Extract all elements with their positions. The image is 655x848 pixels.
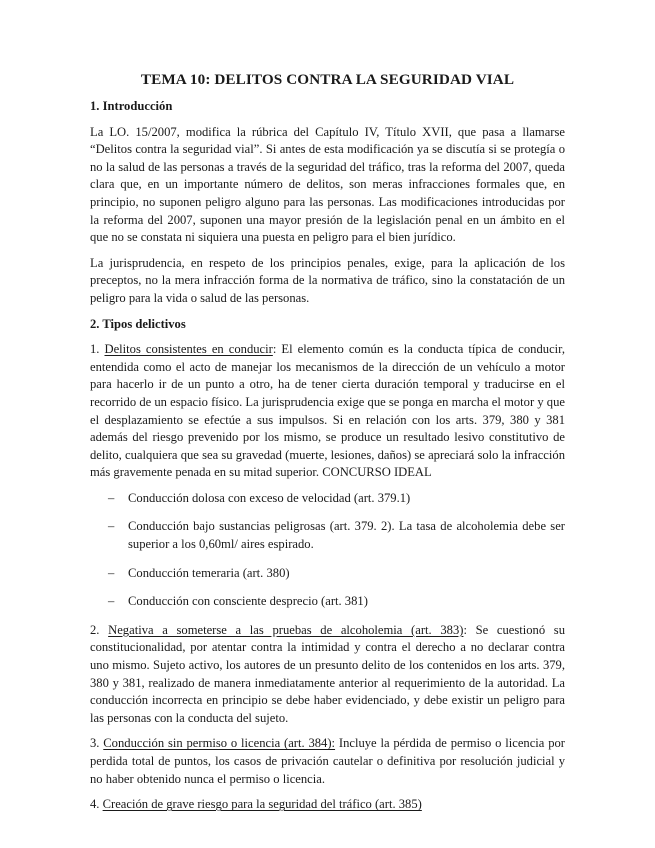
item-4-title: Creación de grave riesgo para la seguridad del tráfico (art. 385) [102,797,422,812]
dash-bullet: – [108,519,115,534]
item-3-text: Incluye la pérdida de permiso o licencia por perdida total de puntos, los casos de privación cautelar o definitiva por resolución judicial y no haber obtenido nunca el permiso o licencia. [90,736,565,786]
list-item-text: Conducción temeraria (art. 380) [128,565,290,580]
paragraph-intro-2: La jurisprudencia, en respeto de los principios penales, exige, para la aplicación de los preceptos, no la mera infracción forma de la normativa de tráfico, sino la constatación de un peligro para la vida o salud de las personas. [90,255,565,305]
dash-bullet: – [108,490,115,505]
item-1-number: 1. [90,342,105,357]
item-1-text: : El elemento común es la conducta típica de conducir, entendida como el acto de manejar los mecanismos de la dirección de un vehículo a motor para hacerlo ir de un punto a otro, ha de tener cierta duración temporal y traducirse en el recorrido de un espacio físico. La jurisprudencia exige que se ponga en marcha el motor y que el desplazamiento se efectúe a sus impulsos. Si en relación con los arts. 379, 380 y 381 además del riesgo prevenido por los mismo, se produce un resultado lesivo constitutivo de delito, cualquiera que sea su gravedad (muerte, lesiones, daños) se apreciará solo la infracción más gravemente penada en su mitad superior. CONCURSO IDEAL [90,342,566,480]
list-item [90,518,565,553]
paragraph-item-3 [90,735,565,788]
item-2-title: Negativa a someterse a las pruebas de alcoholemia (art. 383) [108,622,464,637]
list-item [90,565,565,583]
section-heading-tipos: 2. Tipos delictivos [90,316,186,331]
dash-bullet: – [108,594,115,609]
item-3-number: 3. [90,736,104,751]
list-item-text: Conducción dolosa con exceso de velocidad (art. 379.1) [128,490,411,505]
item-2-text: : Se cuestionó su constitucionalidad, por atentar contra la intimidad y contra el derecho a no declarar contra uno mismo. Sujeto activo, los autores de un presunto delito de los contenidos en los arts. 379, 380 y 381, realizado de manera inmediatamente anterior al requerimiento de la autoridad. La conducción incorrecta en principio se debe haber evidenciado, y debe existir un peligro para las personas con la conducta del sujeto. [90,622,566,725]
item-2-number: 2. [90,622,109,637]
conduccion-list [90,490,565,611]
paragraph-intro-1: La LO. 15/2007, modifica la rúbrica del Capítulo IV, Título XVII, que pasa a llamarse “Delitos contra la seguridad vial”. Si antes de esta modificación ya se discutía si se protegía o no la salud de las personas a través de la seguridad del tráfico, tras la reforma del 2007, queda clara que, en un importante número de delitos, son meras infracciones formales que, en principio, no suponen peligro alguno para las personas. Las modificaciones introducidas por la reforma del 2007, suponen una mayor presión de la legislación penal en un ámbito en el que no se constata ni siquiera una puesta en peligro para el bien jurídico. [90,124,565,245]
section-heading-introduccion: 1. Introducción [90,99,173,113]
list-item [90,490,565,508]
list-item-text: Conducción bajo sustancias peligrosas (art. 379. 2). La tasa de alcoholemia debe ser superior a los 0,60ml/ aires espirado. [128,519,565,552]
dash-bullet: – [108,565,115,580]
paragraph-item-4 [90,796,565,814]
list-item [90,593,565,611]
item-1-title: Delitos consistentes en conducir [104,342,273,357]
page-title: TEMA 10: DELITOS CONTRA LA SEGURIDAD VIAL [140,71,515,88]
paragraph-item-1 [90,341,565,482]
item-4-number: 4. [90,797,103,812]
paragraph-item-2 [90,622,565,728]
item-3-title: Conducción sin permiso o licencia (art. 384): [103,736,336,751]
list-item-text: Conducción con consciente desprecio (art. 381) [128,594,368,609]
